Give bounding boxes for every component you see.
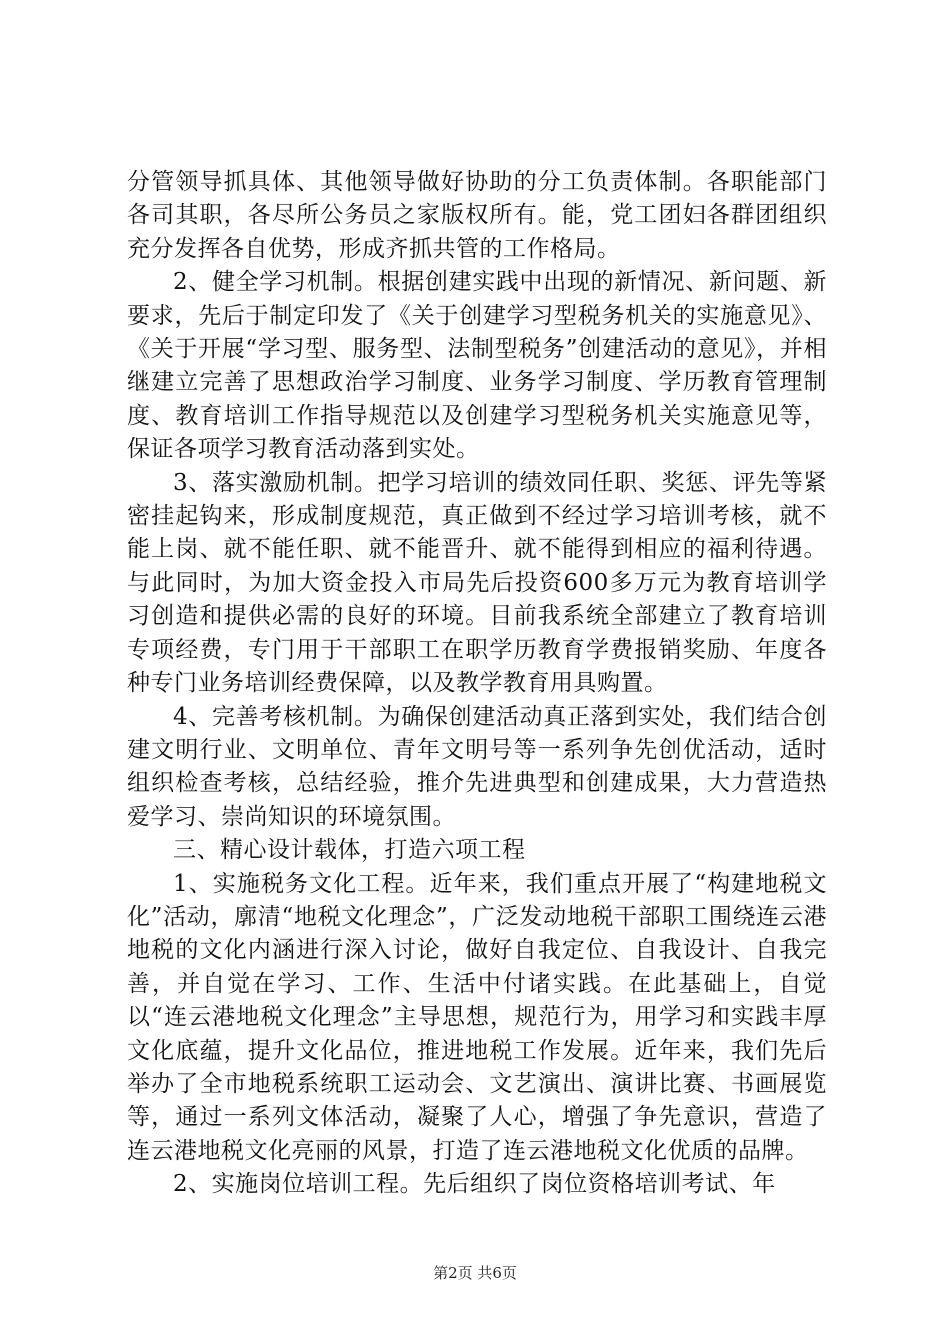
paragraph-assessment-mechanism: 4、完善考核机制。为确保创建活动真正落到实处，我们结合创建文明行业、文明单位、青年文明号等一系列争先创优活动，适时组织检查考核，总结经验，推介先进典型和创建成果，大力营造热爱学习、崇尚知识的环境氛围。 <box>127 703 827 830</box>
page-number: 第2页 共6页 <box>433 1264 517 1282</box>
paragraph-tax-culture-project: 1、实施税务文化工程。近年来，我们重点开展了“构建地税文化”活动，廓清“地税文化理念”，广泛发动地税干部职工围绕连云港地税的文化内涵进行深入讨论，做好自我定位、自我设计、自我完善，并自觉在学习、工作、生活中付诸实践。在此基础上，自觉以“连云港地税文化理念”主导思想，规范行为，用学习和实践丰厚文化底蕴，提升文化品位，推进地税工作发展。近年来，我们先后举办了全市地税系统职工运动会、文艺演出、演讲比赛、书画展览等，通过一系列文体活动，凝聚了人心，增强了争先意识，营造了连云港地税文化亮丽的风景，打造了连云港地税文化优质的品牌。 <box>127 870 827 1164</box>
page-footer <box>0 1262 950 1283</box>
paragraph-job-training-project: 2、实施岗位培训工程。先后组织了岗位资格培训考试、年 <box>173 1171 776 1198</box>
paragraph-learning-mechanism: 2、健全学习机制。根据创建实践中出现的新情况、新问题、新要求，先后于制定印发了《关于创建学习型税务机关的实施意见》、《关于开展“学习型、服务型、法制型税务”创建活动的意见》，并相继建立完善了思想政治学习制度、业务学习制度、学历教育管理制度、教育培训工作指导规范以及创建学习型税务机关实施意见等，保证各项学习教育活动落到实处。 <box>127 269 827 463</box>
paragraph-continuation: 分管领导抓具体、其他领导做好协助的分工负责体制。各职能部门各司其职，各尽所公务员之家版权所有。能，党工团妇各群团组织充分发挥各自优势，形成齐抓共管的工作格局。 <box>127 169 827 262</box>
paragraph-incentive-mechanism: 3、落实激励机制。把学习培训的绩效同任职、奖惩、评先等紧密挂起钩来，形成制度规范，真正做到不经过学习培训考核，就不能上岗、就不能任职、就不能晋升、就不能得到相应的福利待遇。与此同时，为加大资金投入市局先后投资600多万元为教育培训学习创造和提供必需的良好的环境。目前我系统全部建立了教育培训专项经费，专门用于干部职工在职学历教育学费报销奖励、年度各种专门业务培训经费保障，以及教学教育用具购置。 <box>127 469 827 697</box>
document-body <box>127 166 827 1202</box>
section-heading: 三、精心设计载体，打造六项工程 <box>173 837 526 864</box>
